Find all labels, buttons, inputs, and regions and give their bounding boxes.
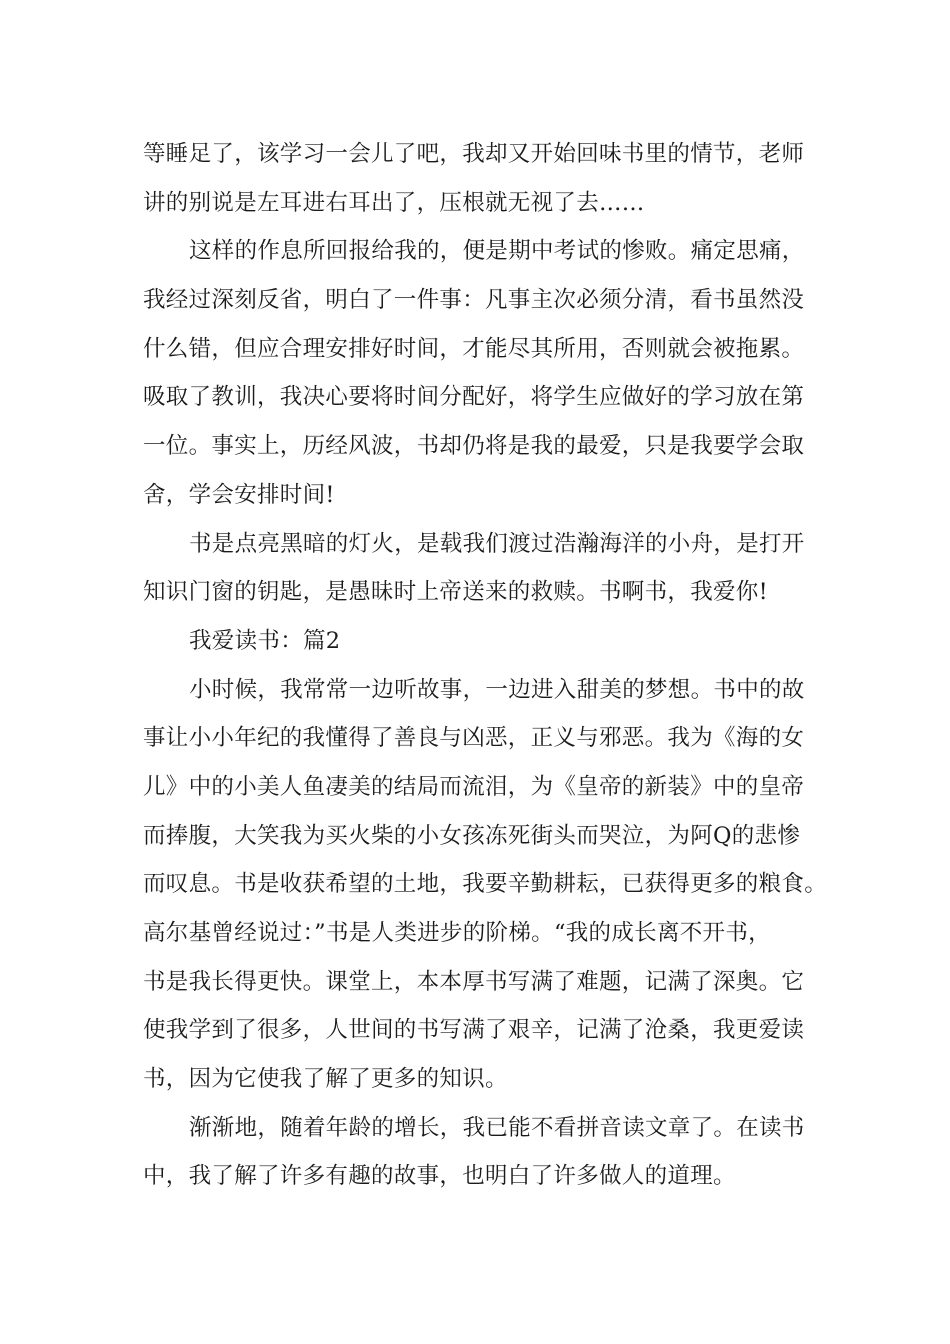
- text-line: 书是我长得更快。课堂上，本本厚书写满了难题，记满了深奥。它: [143, 968, 805, 995]
- text-line: 这样的作息所回报给我的，便是期中考试的惨败。痛定思痛，: [189, 238, 805, 265]
- text-line: 一位。事实上，历经风波，书却仍将是我的最爱，只是我要学会取: [143, 433, 805, 460]
- body-text: [143, 130, 828, 1201]
- text-line: 而叹息。书是收获希望的土地，我要辛勤耕耘，已获得更多的粮食。: [143, 871, 828, 898]
- text-line: 舍，学会安排时间!: [143, 481, 335, 508]
- text-line: 我经过深刻反省，明白了一件事：凡事主次必须分清，看书虽然没: [143, 287, 805, 314]
- text-line: 小时候，我常常一边听故事，一边进入甜美的梦想。书中的故: [189, 676, 805, 703]
- text-line: 儿》中的小美人鱼凄美的结局而流泪，为《皇帝的新装》中的皇帝: [143, 773, 805, 800]
- text-line: 事让小小年纪的我懂得了善良与凶恶，正义与邪恶。我为《海的女: [143, 725, 805, 752]
- text-line: 而捧腹，大笑我为买火柴的小女孩冻死街头而哭泣，为阿Q的悲惨: [143, 822, 801, 849]
- text-line: 书是点亮黑暗的灯火，是载我们渡过浩瀚海洋的小舟，是打开: [189, 530, 805, 557]
- text-line: 知识门窗的钥匙，是愚昧时上帝送来的救赎。书啊书，我爱你!: [143, 579, 768, 606]
- text-line: 什么错，但应合理安排好时间，才能尽其所用，否则就会被拖累。: [143, 335, 805, 362]
- text-line: 渐渐地，随着年龄的增长，我已能不看拼音读文章了。在读书: [189, 1114, 805, 1141]
- text-line: 吸取了教训，我决心要将时间分配好，将学生应做好的学习放在第: [143, 384, 805, 411]
- text-line: 我爱读书：篇2: [189, 627, 341, 654]
- text-line: 高尔基曾经说过：”书是人类进步的阶梯。“我的成长离不开书，: [143, 920, 771, 946]
- text-line: 中，我了解了许多有趣的故事，也明白了许多做人的道理。: [143, 1163, 736, 1190]
- text-line: 书，因为它使我了解了更多的知识。: [143, 1066, 508, 1093]
- text-line: 讲的别说是左耳进右耳出了，压根就无视了去……: [143, 189, 645, 216]
- text-line: 等睡足了，该学习一会儿了吧，我却又开始回味书里的情节，老师: [143, 141, 805, 167]
- text-line: 使我学到了很多，人世间的书写满了艰辛，记满了沧桑，我更爱读: [143, 1017, 805, 1044]
